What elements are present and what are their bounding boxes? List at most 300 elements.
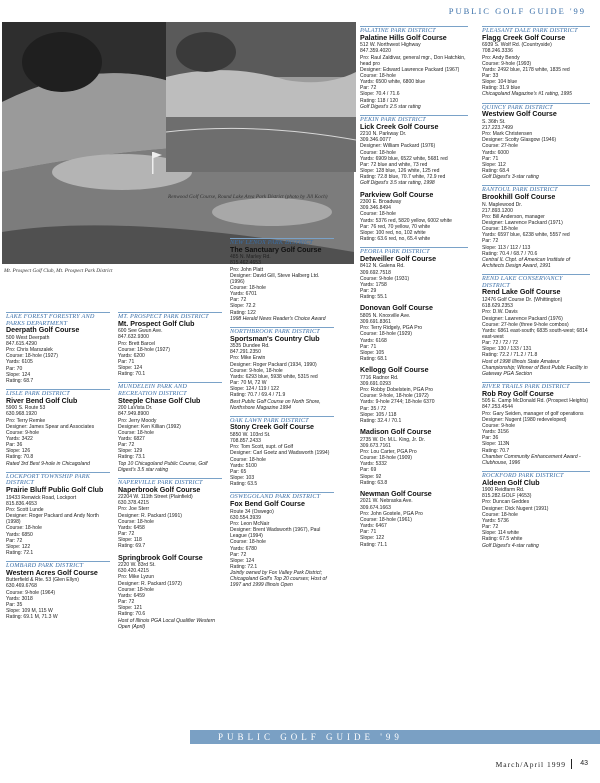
course-detail: Designer: Roger Packard and Andy North (1998) [6,513,99,526]
course-detail: Rating: 70.4 / 68.7 / 70.6 [482,250,538,257]
course-detail: Designer: James Spear and Associates [6,423,95,430]
course-detail: Designer: David Gill, Steve Halberg Ltd. (1996) [230,272,320,285]
course-name: Flagg Creek Golf Course [482,33,566,42]
course-detail: Pro: Leon McNair [230,520,270,527]
course-detail: Slope: 118 [118,537,142,544]
course-detail: Pro: Chris Marszalek [6,347,53,354]
district-heading: PEKIN PARK DISTRICT [360,115,468,124]
course-detail: Rating: 70.8 [6,454,34,461]
course-detail: Yards: 6597 blue, 6238 white, 5557 red [482,232,570,239]
district-heading: OAK LAWN PARK DISTRICT [230,416,334,425]
course-award-note: Host of Illinois PGA Local Qualifier Western Open (April) [118,617,216,630]
course-listing [482,185,590,269]
district-heading: NAPERVILLE PARK DISTRICT [118,478,222,487]
course-name: Springbrook Golf Course [118,553,203,562]
caption-top-photo: Renwood Golf Course, Round Lake Area Park District (photo by Jill Koch) [168,194,328,200]
course-detail: Route 34 (Oswego) [230,508,274,515]
course-detail: Par: 70 M, 72 W [230,380,267,387]
course-detail: 630.554.3939 [230,514,261,521]
course-detail: Yards: 6168 [360,337,387,344]
course-detail: Designer: Scotty Glasgow (1946) [482,137,557,144]
course-listing [482,26,590,98]
course-detail: Par: 71 [360,529,377,536]
course-listing [360,491,468,548]
course-name: Stony Creek Golf Course [230,423,314,432]
course-detail: 3535 Dundee Rd. [230,343,270,350]
course-listing [118,555,222,630]
course-detail: 5900 S. Route 53 [6,405,46,412]
course-name: Fox Bend Golf Course [230,500,305,508]
course-detail: Par: 72 / 72 / 72 [482,340,518,347]
course-award-note: Best Public Golf Course on North Shore, Northshore Magazine 1994 [230,398,321,411]
course-detail: Rating: 70.7 [482,447,510,454]
course-award-note: Host of 1998 Illinois State Amateur Championship; Winner of Best Public Facility in Gateway PGA Section [482,358,588,377]
course-listing [230,327,334,411]
course-detail: Par: 72 blue and white, 73 red [360,161,428,168]
course-detail: Yards: 6701 [230,291,257,298]
course-detail: Course: 18-hole [230,456,266,463]
course-listing [482,471,590,549]
course-name: Madison Golf Course [360,428,432,436]
course-listing [118,478,222,550]
district-heading: ROCKFORD PARK DISTRICT [482,471,590,480]
course-detail: Course: 9-hole, 18-hole (1972) [360,393,429,400]
footer-divider [571,759,572,769]
district-heading: PALATINE PARK DISTRICT [360,26,468,35]
course-detail: 708.857.2433 [230,438,261,445]
course-detail: Course: 18-hole (1927) [118,346,170,353]
course-listing [230,492,334,588]
caption-main-photo: Mt. Prospect Golf Club, Mt. Prospect Park District [4,268,113,274]
course-detail: Pro: Jerry Moody [118,417,157,424]
course-detail: Yards: 6861 east-south; 6835 south-west; 6814 east-west [482,327,588,340]
golf-lake-image [166,22,356,172]
footer-band [190,730,600,744]
course-detail: Yards: 9-hole 2744; 18-hole 6370 [360,399,435,406]
district-heading: PEORIA PARK DISTRICT [360,247,468,256]
course-detail: Course: 18-hole [118,429,154,436]
course-name: Naperbrook Golf Course [118,485,201,494]
course-listing [360,115,468,187]
course-detail: 847.615.4290 [6,340,37,347]
course-detail: Par: 72 [360,85,377,92]
district-heading: RIVER TRAILS PARK DISTRICT [482,382,590,391]
course-detail: Par: 72 [118,599,135,606]
column-1 [6,312,110,625]
course-detail: Yards: 6827 [118,436,145,442]
course-detail: Slope: 112 [482,161,506,168]
course-detail: 815.462.4653 [230,260,261,267]
course-name: Rob Roy Golf Course [482,389,554,398]
course-detail: Designer: Lawrence Packard (1971) [482,220,563,226]
course-award-note: Top 10 Chicagoland Public Course, Golf Digest's 3.5 star rating [118,460,208,473]
course-detail: Yards: 6459 [118,592,145,599]
course-detail: Slope: 126 [6,448,31,455]
course-detail: Yards: 5376 red, 5820 yellow, 6002 white [360,217,452,224]
course-detail: Yards: 6293 blue, 5938 white, 5315 red [230,373,318,380]
course-detail: Course: 9-hole (1931) [360,275,410,282]
course-listing [360,26,468,110]
course-name: Westview Golf Course [482,110,557,119]
course-detail: Rating: 70.7 / 69.4 / 71.9 [230,392,286,399]
course-name: Sportsman's Country Club [230,334,320,343]
course-name: Brookhill Golf Course [482,192,556,201]
course-detail: 5805 N. Knoxville Ave. [360,312,411,319]
district-heading: NORTHBROOK PARK DISTRICT [230,327,334,336]
course-detail: Rating: 72.2 / 71.2 / 71.8 [482,352,538,359]
course-detail: Par: 72 [230,297,247,304]
course-detail: Yards: 6105 [6,359,33,366]
course-detail: Par: 72 [118,442,135,449]
course-detail: Pro: Mike Erwin [230,355,266,362]
course-detail: Designer: Dick Nugent (1991) [482,505,549,512]
course-detail: Slope: 124 / 119 / 122 [230,386,280,393]
course-detail: Course: 18-hole (1961) [360,516,412,523]
course-detail: 847.359.4020 [360,48,391,55]
course-detail: Rating: 73.1 [118,454,146,461]
course-name: The Sanctuary Golf Course [230,245,322,254]
course-name: Rend Lake Golf Course [482,288,561,297]
course-listing [360,192,468,243]
course-listing [6,561,110,620]
course-detail: Yards: 1758 [360,281,387,288]
course-name: Steeple Chase Golf Club [118,396,201,405]
course-detail: Course: 18-hole [118,518,154,525]
running-header: PUBLIC GOLF GUIDE '99 [448,6,586,16]
district-heading: LOCKPORT TOWNSHIP PARK DISTRICT [6,472,110,487]
course-detail: Course: 18-hole (1927) [6,353,58,360]
course-name: Deerpath Golf Course [6,326,80,335]
course-detail: Course: 18-hole [360,149,396,156]
course-name: River Bend Golf Club [6,396,78,405]
course-detail: Yards: 6467 [360,523,387,530]
course-listing [6,472,110,556]
course-detail: 2300 E. Broadway [360,199,402,206]
course-detail: Par: 72 [482,238,499,245]
course-listing [118,312,222,377]
course-detail: Slope: 104 blue [482,79,518,86]
course-detail: Yards: 6780 [230,545,257,552]
district-heading: RANTOUL PARK DISTRICT [482,185,590,194]
course-detail: Slope: 124 [230,557,255,564]
course-detail: Designer: R. Packard (1991) [118,512,182,519]
course-detail: 309.346.8494 [360,205,391,212]
course-name: Parkview Golf Course [360,190,434,199]
course-detail: Par: 71 [360,343,377,350]
course-detail: Yards: 6000 [482,149,509,156]
course-detail: Par: 29 [360,288,377,294]
course-detail: Pro: Bill Anderson, manager [482,213,545,220]
course-detail: Rating: 69.7 [118,543,146,550]
course-detail: Pro: Robby Dobelstein, PGA Pro [360,387,433,394]
course-detail: Slope: 72.2 [230,303,256,310]
course-detail: Slope: 92 [360,473,382,480]
course-listing [360,429,468,486]
course-detail: Course: 18-hole [230,539,266,546]
course-detail: Rating: 70.1 [118,371,146,378]
course-detail: 200 LaVista Dr. [118,405,153,412]
course-detail: 2210 N. Parkway Dr. [360,131,407,138]
course-detail: Slope: 113 / 112 / 113 [482,244,531,251]
course-detail: Rating: 67.5 white [482,536,523,543]
course-detail: Pro: Andy Bendy [482,54,520,61]
course-detail: Slope: 130 / 133 / 131 [482,346,532,353]
course-detail: Course: 9-hole [6,429,40,436]
course-detail: Pro: Scott Lunde [6,506,44,513]
course-detail: 217.893.1200 [482,207,513,214]
course-detail: Par: 76 red, 70 yellow, 70 white [360,223,431,230]
course-detail: Rating: 69.1 M, 71.3 W [6,614,58,621]
course-listing [230,416,334,488]
course-detail: Slope: 100 red, no, 102 white [360,229,426,236]
footer-band-title: PUBLIC GOLF GUIDE '99 [218,732,403,742]
course-detail: 815.836.4653 [6,500,37,507]
district-heading: LAKE FOREST FORESTRY AND PARKS DEPARTMENT [6,312,110,327]
district-heading: LISLE PARK DISTRICT [6,389,110,398]
course-detail: Rating: 71.1 [360,541,388,548]
course-detail: Pro: D.W. Davis [482,309,518,316]
course-detail: Rating: 72.8 blue, 70.7 white, 72.9 red [360,174,446,181]
course-name: Prairie Bluff Public Golf Club [6,485,104,494]
golf-course-photo-top [166,22,356,172]
course-detail: Rating: 32.4 / 70.1 [360,417,402,424]
course-listing [482,382,590,466]
district-heading: QUINCY PARK DISTRICT [482,103,590,112]
course-detail: 6939 S. Wolf Rd. (Countryside) [482,42,552,49]
course-detail: 2220 W. 83rd St. [118,562,156,569]
course-detail: Pro: John Gostele, PGA Pro [360,510,423,517]
course-detail: Course: 18-hole [360,211,396,218]
course-name: Palatine Hills Golf Course [360,33,447,42]
course-name: Newman Golf Course [360,489,432,498]
course-detail: 847.253.4544 [482,404,513,411]
district-heading: NEW LENOX PARK DISTRICT [230,238,334,247]
course-detail: Pro: Terry Remke [6,417,46,424]
course-detail: Designer: Brent Wadsworth (1967), Paul League (1994) [230,527,321,540]
course-detail: 2021 W. Nebraska Ave. [360,498,413,505]
course-detail: 485 N. Marley Rd. [230,254,271,261]
course-detail: 512 W. Northwest Highway [360,42,421,49]
course-detail: 630.420.4215 [118,568,149,575]
course-detail: 847.291.2350 [230,349,261,356]
course-detail: Par: 36 [482,435,499,442]
course-detail: Rating: 68.1 [360,356,388,362]
course-name: Western Acres Golf Course [6,568,98,577]
course-detail: Course: 18-hole (1929) [360,331,412,338]
course-detail: Course: 9-hole, 18-hole [230,367,283,374]
course-detail: 630.968.1920 [6,411,37,418]
course-detail: Slope: 129 [118,448,143,455]
course-detail: Pro: Duncan Geddes [482,499,530,506]
district-heading: LOMBARD PARK DISTRICT [6,561,110,570]
column-3 [230,238,334,594]
column-5 [482,26,590,554]
course-detail: 12476 Golf Course Dr. (Whittington) [482,297,563,304]
course-detail: Pro: Tom Scott, supt. of Golf [230,444,294,451]
course-detail: Par: 35 / 72 [360,405,387,412]
course-detail: Rating: 122 [230,309,256,316]
course-detail: Pro: Lou Carter, PGA Pro [360,448,417,455]
course-detail: Slope: 109 M, 115 W [6,608,53,615]
course-detail: Designer: Ken Killian (1992) [118,423,181,430]
course-detail: 309.691.0293 [360,380,391,387]
course-detail: Par: 71 [118,358,135,365]
course-detail: Rating: 55.1 [360,294,388,301]
course-detail: Yards: 2492 blue, 2178 white, 1835 red [482,66,570,73]
course-award-note: 1998 Herald News Reader's Choice Award [230,315,326,322]
course-detail: Pro: Brett Barcel [118,340,156,347]
course-detail: 2735 W. Dr. M.L. King, Jr. Dr. [360,436,426,443]
course-detail: Rating: 68.7 [6,377,34,384]
column-4 [360,26,468,553]
course-detail: Course: 18-hole [360,72,396,79]
course-detail: Course: 18-hole [482,226,518,233]
course-detail: Pro: Raul Zaldivar, general mgr., Don Hatchkin, head pro [360,54,466,67]
course-award-note: Rated 3rd Best 9-hole in Chicagoland [6,460,90,467]
course-detail: Par: 33 [482,72,499,79]
course-detail: 630.469.6768 [6,583,37,590]
course-detail: Par: 72 [230,551,247,558]
course-detail: 1900 Reidfarm Rd. [482,487,525,494]
course-detail: Rating: 72.1 [230,564,258,570]
course-detail: Pro: Terry Ridgely, PGA Pro [360,325,423,332]
course-detail: 217.223.7499 [482,124,513,131]
district-heading: MT. PROSPECT PARK DISTRICT [118,312,222,321]
issue-date: March/April 1999 [495,760,566,769]
course-award-note: Central IL Chpt. of American Institute of Architects Design Award, 1991 [482,256,571,270]
course-detail: 618.629.2353 [482,303,513,310]
column-2 [118,312,222,635]
course-detail: Course: 18-hole (1909) [360,455,412,462]
course-detail: Yards: 6500 white, 6800 blue [360,79,426,86]
course-detail: Course: 18-hole [482,511,518,518]
course-detail: 630.378.4215 [118,500,149,507]
course-listing [360,367,468,424]
course-detail: Yards: 3422 [6,436,33,442]
course-award-note: Chicagoland Magazine's #1 rating, 1995 [482,91,572,98]
course-detail: 19433 Renwick Road, Lockport [6,494,77,501]
course-listing [482,103,590,181]
course-award-note: Golf Digest's 4-star rating [482,542,539,549]
course-detail: Par: 72 [118,531,135,538]
course-award-note: Chamber Community Enhancement Award - Clubhouse, 1996 [482,453,581,466]
course-detail: Yards: 6200 [118,352,145,359]
course-detail: Rating: 72.1 [6,549,34,556]
course-award-note: Golf Digest's 3-star rating [482,174,539,181]
course-detail: Course: 18-hole [6,525,42,532]
course-name: Mt. Prospect Golf Club [118,319,195,328]
course-detail: N. Maplewood Dr. [482,201,523,208]
course-detail: Yards: 6909 blue, 6522 white, 5681 red [360,155,448,162]
course-detail: Slope: 105 / 118 [360,411,397,418]
course-detail: Slope: 124 [118,365,143,372]
district-heading: PLEASANT DALE PARK DISTRICT [482,26,590,35]
course-detail: Rating: 63.8 [360,479,388,486]
course-listing [6,312,110,384]
course-listing [360,305,468,362]
course-detail: Designer: Lawrence Packard (1976) [482,315,563,322]
course-detail: 309.674.1663 [360,504,391,511]
course-detail: Par: 69 [360,467,377,474]
course-detail: 309.346.0077 [360,137,391,144]
course-detail: Yards: 3018 [6,595,33,602]
course-listing [230,238,334,322]
course-listing [118,382,222,473]
course-detail: Course: 18-hole [230,284,266,291]
course-detail: 600 See Gwun Ave. [118,328,163,335]
course-detail: 500 West Deerpath [6,334,50,341]
course-award-note: Jointly owned by Fox Valley Park District; Chicagoland Golf's Top 20 courses; Host of 1997 and 1999 Illinois Open [230,570,327,589]
course-detail: 309.673.7161 [360,442,391,449]
course-detail: Designer: Nugent (1980 redeveloped) [482,416,567,423]
course-detail: 5850 W. 103rd St. [230,432,271,438]
course-name: Lick Creek Golf Course [360,122,439,131]
course-detail: Pro: Mike Lyzun [118,574,154,581]
course-detail: Rating: 63.6 red, no, 65.4 white [360,236,431,243]
district-heading: MUNDELEIN PARK AND RECREATION DISTRICT [118,382,222,397]
course-detail: Par: 72 [6,537,23,544]
course-award-note: Golf Digest's 2.5 star rating [360,103,421,110]
course-detail: Designer: Edward Lawrence Packard (1967) [360,66,460,73]
course-detail: Yards: 5100 [230,462,257,469]
course-detail: 7716 Radnor Rd. [360,374,399,381]
course-detail: Pro: Joe Sterr [118,506,150,513]
course-detail: 847.949.8900 [118,411,149,418]
course-detail: 309.691.8361 [360,319,391,326]
course-detail: Slope: 113N [482,441,510,448]
course-name: Kellogg Golf Course [360,366,429,375]
course-detail: Rating: 63.5 [230,481,258,488]
course-detail: Course: 27-hole [482,143,518,150]
district-heading: OSWEGOLAND PARK DISTRICT [230,492,334,501]
course-name: Aldeen Golf Club [482,478,540,487]
course-detail: Course: 9-hole (1993) [482,60,532,67]
course-detail: Par: 72 [482,524,499,531]
course-detail: Par: 70 [6,365,23,372]
course-detail: Pro: Gary Seiden, manager of golf operations [482,410,584,417]
course-detail: Slope: 105 [360,349,385,356]
page-number: 43 [580,760,588,767]
course-detail: Slope: 128 blue, 126 white, 125 red [360,168,440,175]
course-detail: Yards: 5332 [360,461,387,468]
course-detail: 815.282.GOLF (4653) [482,493,532,500]
course-detail: Yards: 6850 [6,531,33,538]
course-detail: 847.632.9300 [118,334,149,341]
course-detail: Rating: 31.9 blue [482,85,521,92]
course-detail: Rating: 70.6 [118,611,146,618]
course-name: Donovan Golf Course [360,304,433,313]
course-detail: Pro: John Platt [230,266,264,273]
course-detail: Par: 36 [6,442,23,449]
course-detail: S. 36th St. [482,118,506,125]
course-detail: Slope: 121 [118,605,143,612]
course-detail: 8412 N. Galena Rd. [360,263,405,270]
course-detail: Designer: R. Packard (1972) [118,580,182,587]
course-detail: Par: 35 [6,601,23,608]
course-detail: Slope: 122 [6,543,31,550]
course-detail: Rating: 118 / 120 [360,97,399,104]
course-detail: Slope: 103 [230,475,255,482]
course-listing [482,274,590,377]
course-detail: Slope: 114 white [482,530,519,537]
district-heading: REND LAKE CONSERVANCY DISTRICT [482,274,590,289]
course-detail: Pro: Mark Christensen [482,131,533,138]
course-detail: Yards: 3156 [482,429,509,436]
course-detail: Yards: 6458 [118,524,145,531]
course-detail: Designer: William Packard (1976) [360,143,436,150]
course-detail: Par: 71 [482,155,499,162]
course-listing [6,389,110,467]
